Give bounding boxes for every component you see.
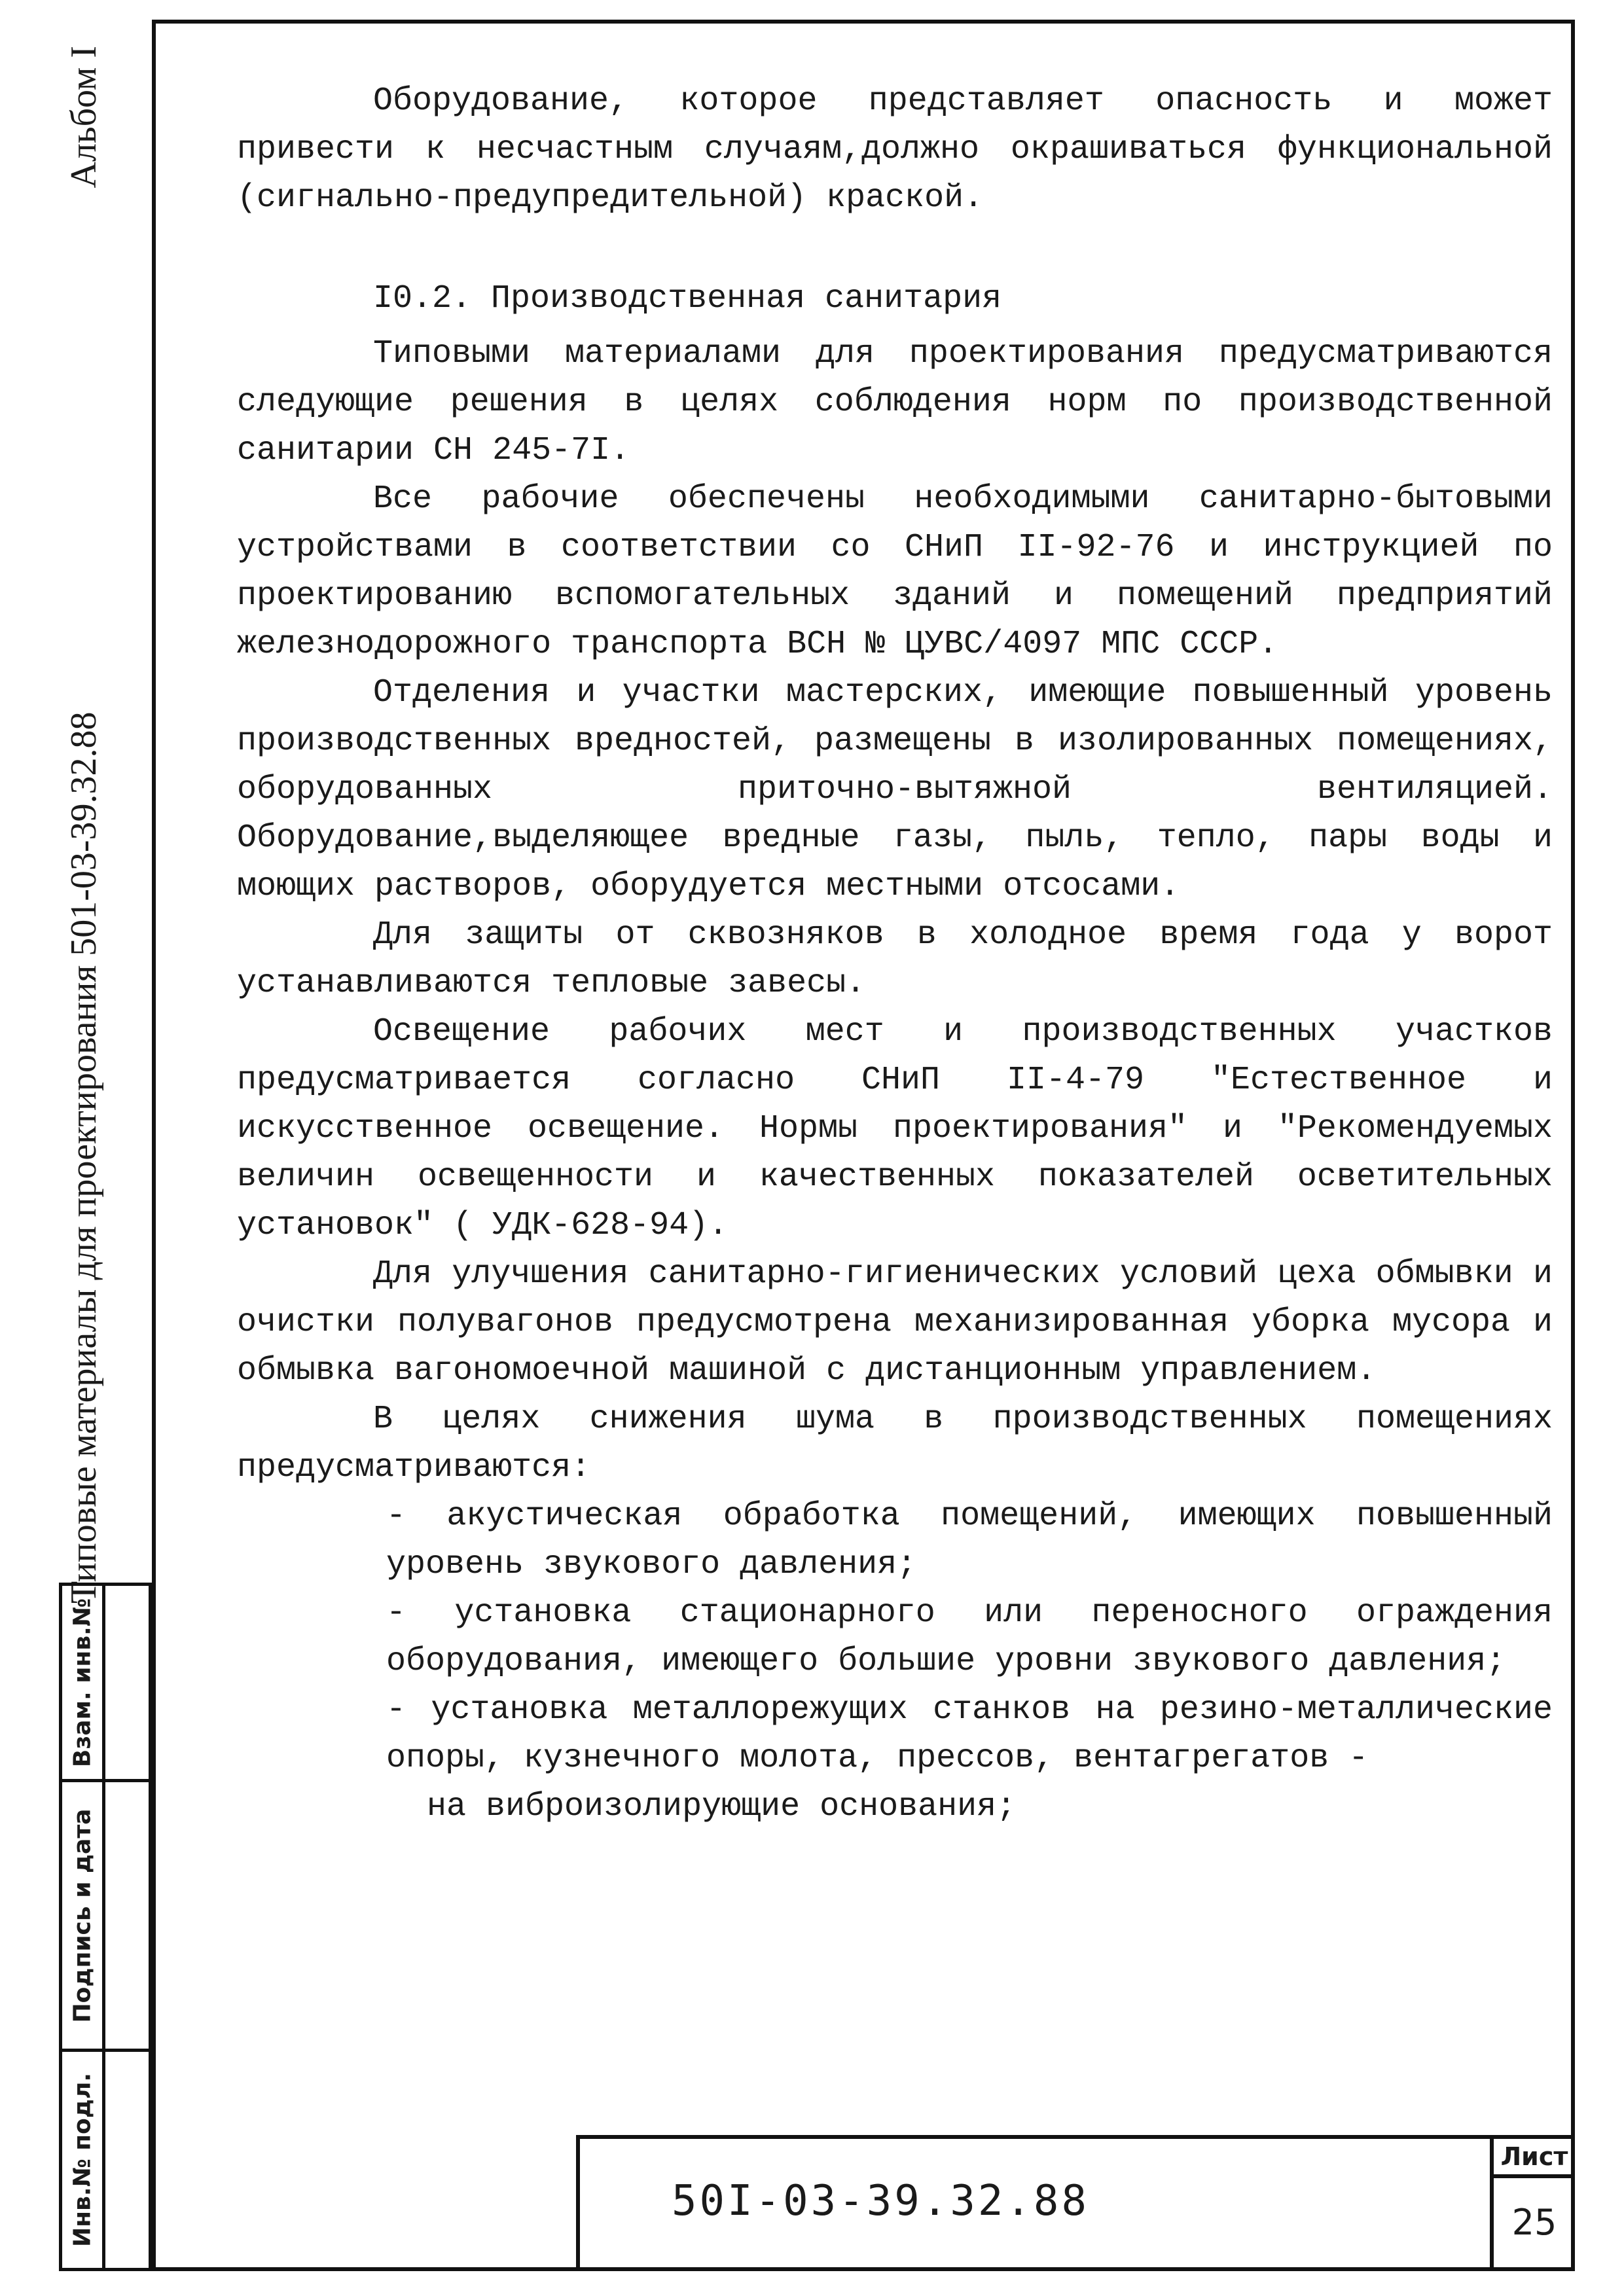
stamp-label-text: Подпись и дата: [69, 1808, 96, 2022]
stamp-cell-inventory-number: [62, 2052, 149, 2268]
document-code: 50I-03-39.32.88: [672, 2177, 1089, 2225]
body-paragraph: Для защиты от сквозняков в холодное время года у ворот устанавливаются тепловые завесы.: [237, 916, 1553, 1002]
stamp-label-box: [62, 1782, 105, 2049]
section-heading: I0.2. Производственная санитария: [373, 280, 1002, 317]
sidebar-title-vertical: [51, 46, 117, 1604]
sheet-box: [1490, 2139, 1575, 2271]
sheet-number: 25: [1511, 2202, 1557, 2243]
list-item: - установка стационарного или переносного ограждения оборудования, имеющего большие уровни звукового давления;: [386, 1594, 1553, 1680]
document-body: [237, 77, 1553, 1831]
body-paragraph: Все рабочие обеспечены необходимыми санитарно-бытовыми устройствами в соответствии со СНиП II-92-76 и инструкцией по проектированию вспомогательных зданий и помещений предприятий железнодорожного транспорта ВСН № ЦУВС/4097 МПС СССР.: [237, 480, 1553, 663]
title-block: [576, 2135, 1575, 2271]
body-paragraph: Типовыми материалами для проектирования предусматриваются следующие решения в целях соблюдения норм по производственной санитарии СН 245-7I.: [237, 335, 1553, 469]
body-paragraph: Отделения и участки мастерских, имеющие повышенный уровень производственных вредностей, размещены в изолированных помещениях, оборудованных приточно-вытяжной вентиляцией. Оборудование,выделяющее вредные газы, пыль, тепло, пары воды и моющих растворов, оборудуется местными отсосами.: [237, 674, 1553, 905]
stamp-label-box: [62, 2052, 105, 2268]
stamp-cell-replacement: [62, 1586, 149, 1782]
body-paragraph: В целях снижения шума в производственных помещениях предусматриваются:: [237, 1401, 1553, 1486]
sidebar-album-label: Альбом I: [63, 46, 104, 188]
list-item: - установка металлорежущих станков на резино-металлические опоры, кузнечного молота, прессов, вентагрегатов -: [386, 1691, 1553, 1777]
stamp-label-box: [62, 1586, 105, 1779]
intro-paragraph: Оборудование, которое представляет опасность и может привести к несчастным случаям,должно окрашиваться функциональной (сигнально-предупредительной) краской.: [237, 82, 1553, 217]
body-paragraph: Освещение рабочих мест и производственных участков предусматривается согласно СНиП II-4-79 "Естественное и искусственное освещение. Нормы проектирования" и "Рекомендуемых величин освещенности и качественных показателей осветительных установок" ( УДК-628-94).: [237, 1013, 1553, 1244]
body-paragraph: Для улучшения санитарно-гигиенических условий цеха обмывки и очистки полувагонов предусмотрена механизированная уборка мусора и обмывка вагономоечной машиной с дистанционным управлением.: [237, 1255, 1553, 1390]
stamp-cell-signature-date: [62, 1782, 149, 2052]
stamp-label-text: Взам. инв.№: [69, 1598, 96, 1767]
sheet-label: Лист: [1494, 2139, 1575, 2178]
approval-stamp-column: [59, 1583, 152, 2271]
stamp-label-text: Инв.№ подл.: [69, 2072, 96, 2248]
list-item: - акустическая обработка помещений, имеющих повышенный уровень звукового давления;: [386, 1498, 1553, 1583]
sidebar-series-title: Типовые материалы для проектирования 501-03-39.32.88: [63, 711, 104, 1604]
list-item-continuation: на виброизолирующие основания;: [427, 1788, 1017, 1825]
